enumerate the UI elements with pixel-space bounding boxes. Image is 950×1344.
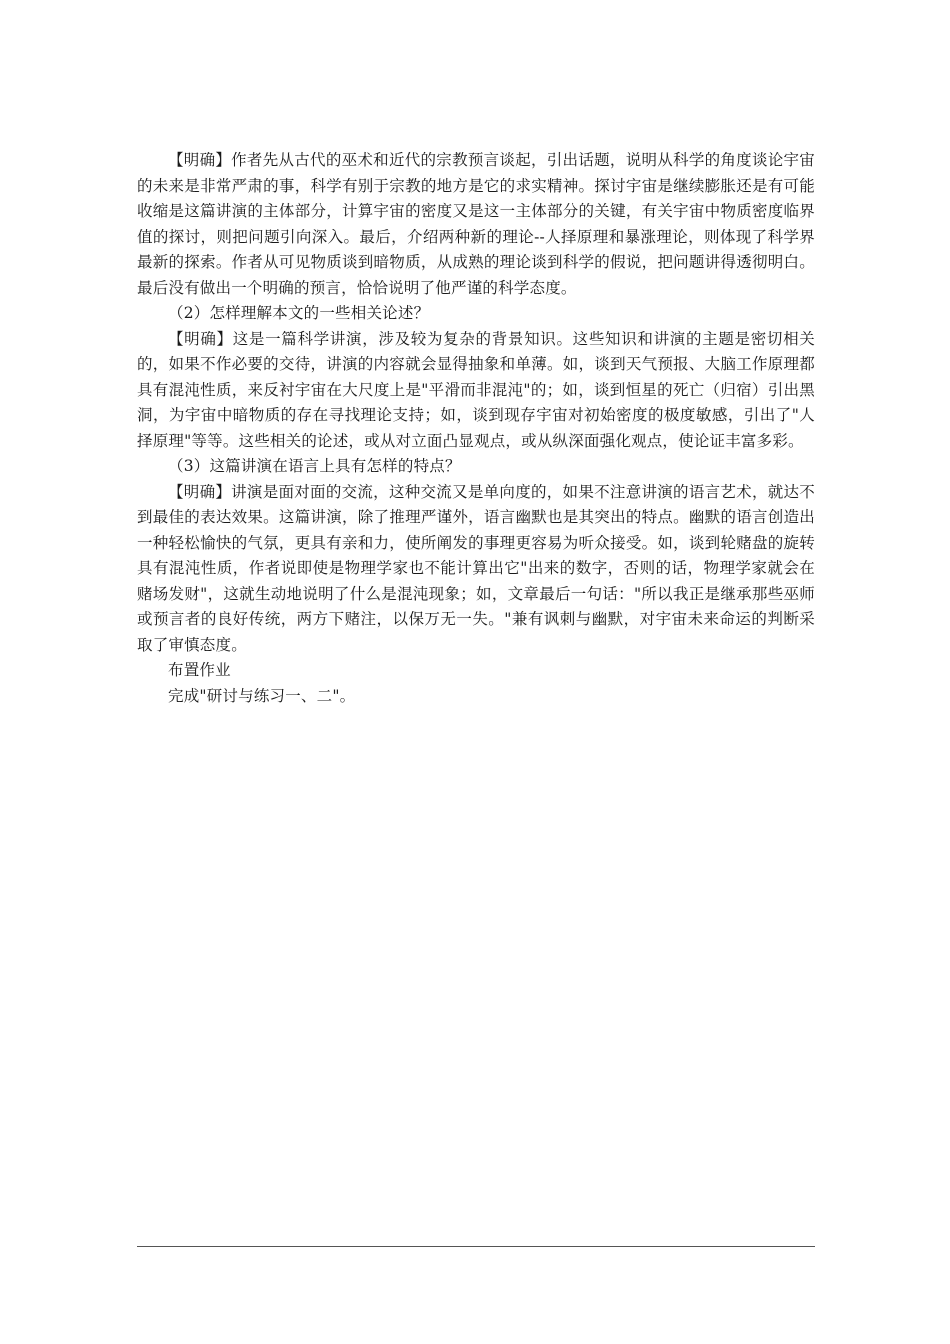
answer-paragraph-3: 【明确】讲演是面对面的交流，这种交流又是单向度的，如果不注意讲演的语言艺术，就达不到最佳的表达效果。这篇讲演，除了推理严谨外，语言幽默也是其突出的特点。幽默的语言创造出一种轻松愉快的气氛，更具有亲和力，使所阐发的事理更容易为听众接受。如，谈到轮赌盘的旋转具有混沌性质，作者说即使是物理学家也不能计算出它"出来的数字，否则的话，物理学家就会在赌场发财"，这就生动地说明了什么是混沌现象；如，文章最后一句话："所以我正是继承那些巫师或预言者的良好传统，两方下赌注，以保万无一失。"兼有讽刺与幽默，对宇宙未来命运的判断采取了审慎态度。	[137, 482, 815, 654]
homework-heading: 布置作业	[168, 661, 231, 679]
document-body	[137, 148, 815, 709]
answer-paragraph-1: 【明确】作者先从古代的巫术和近代的宗教预言谈起，引出话题，说明从科学的角度谈论宇宙的未来是非常严肃的事，科学有别于宗教的地方是它的求实精神。探讨宇宙是继续膨胀还是有可能收缩是这篇讲演的主体部分，计算宇宙的密度又是这一主体部分的关键，有关宇宙中物质密度临界值的探讨，则把问题引向深入。最后，介绍两种新的理论--人择原理和暴涨理论，则体现了科学界最新的探索。作者从可见物质谈到暗物质，从成熟的理论谈到科学的假说，把问题讲得透彻明白。最后没有做出一个明确的预言，恰恰说明了他严谨的科学态度。	[137, 151, 815, 297]
footer-divider	[137, 1246, 815, 1247]
answer-paragraph-2: 【明确】这是一篇科学讲演，涉及较为复杂的背景知识。这些知识和讲演的主题是密切相关的，如果不作必要的交待，讲演的内容就会显得抽象和单薄。如，谈到天气预报、大脑工作原理都具有混沌性质，来反衬宇宙在大尺度上是"平滑而非混沌"的；如，谈到恒星的死亡（归宿）引出黑洞，为宇宙中暗物质的存在寻找理论支持；如，谈到现存宇宙对初始密度的极度敏感，引出了"人择原理"等等。这些相关的论述，或从对立面凸显观点，或从纵深面强化观点，使论证丰富多彩。	[137, 329, 815, 450]
question-3: （3）这篇讲演在语言上具有怎样的特点？	[168, 457, 461, 475]
homework-task: 完成"研讨与练习一、二"。	[168, 686, 356, 705]
question-2: （2）怎样理解本文的一些相关论述？	[168, 304, 430, 322]
